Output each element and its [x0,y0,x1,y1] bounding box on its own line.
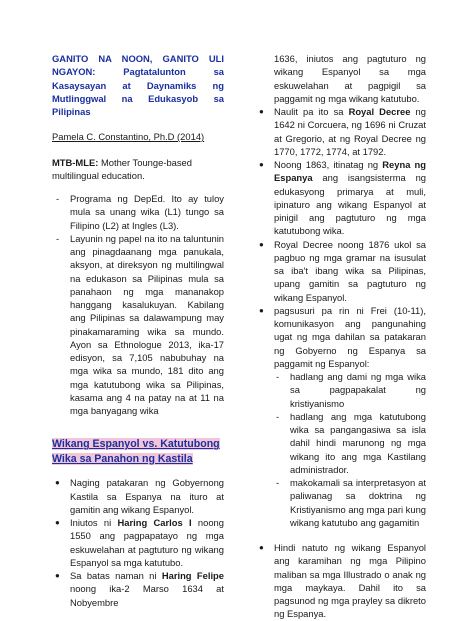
section-heading-wrap [52,437,224,466]
sub-item: - makokamali sa interpretasyon at paliwanag sa doktrina ng Kristiyanismo ang mga pari kung wikang katutubo ang gagamitin [256,476,426,529]
left-column [52,52,224,609]
continuation-text: 1636, iniutos ang pagtuturo ng wikang Espanyol sa mga eskuwelahan at pagpigil sa paggamit ng mga wikang katutubo. [274,53,426,104]
bullet-text: Noong 1863, itinatag ng [274,159,383,170]
sub-list [256,370,426,529]
bullet-list-right [256,52,426,621]
bullet-text: Sa batas naman ni [70,570,162,581]
bullet-item [52,516,224,569]
section-heading: Wikang Espanyol vs. Katutubong Wika sa Panahon ng Kastila [52,438,220,465]
bullet-text: Iniutos ni [70,517,118,528]
bullet-bold: Reyna ng Espanya [274,159,426,184]
bullet-bold: Royal Decree [348,106,411,117]
dash-item: - Programa ng DepEd. Ito ay tuloy mula sa unang wika (L1) tungo sa Filipino (L2) at Ingles (L3). [52,192,224,232]
bullet-text: ang isangsisterma ng edukasyong primarya at muli, ipinaturo ang wikang Espanyol at pinigil ang pagtuturo ng mga katutubong wika. [274,172,426,237]
bullet-bold: Haring Carlos I [117,517,192,528]
bullet-item [52,476,224,516]
bullet-item [256,304,426,529]
mtb-text: Mother Tounge-based multilingual education. [52,156,192,181]
mtb-label: MTB-MLE: [52,156,99,168]
document-title: GANITO NA NOON, GANITO ULI NGAYON: Pagtatalunton sa Kasaysayan at Daynamiks ng Mutlinggwal na Edukasyob sa Pilipinas [52,53,224,117]
bullet-text: Royal Decree noong 1876 ukol sa pagbuo ng mga gramar na isusulat sa iba't ibang wika sa Pilipinas, upang gamitin sa pagtuturo ng wikang Espanyol. [274,238,426,303]
bullet-text: Naulit pa ito sa [274,106,349,117]
bullet-text: noong ika-2 Marso 1634 at Nobyembre [70,583,224,608]
bullet-text: ng 1642 ni Corcuera, ng 1696 ni Cruzat at Gregorio, at ng Royal Decree ng 1770, 1772, 1774, at 1792. [274,106,426,157]
bullet-text: noong 1550 ang pagpapatayo ng mga eskuwelahan at pagtuturo ng wikang Espanyol sa mga katutubo. [70,517,224,568]
mtb-definition [52,156,224,183]
bullet-text: Naging patakaran ng Gobyernong Kastila sa Espanya na ituro at gamitin ang wikang Espanyol. [70,477,224,515]
bullet-item [256,158,426,238]
bullet-item [52,569,224,609]
bullet-item [256,105,426,158]
sub-item: - hadlang ang mga katutubong wika sa pangangasiwa sa isla dahil hindi marunong ng mga wikang ito ang mga Kastilang administrador. [256,410,426,476]
bullet-list-left [52,476,224,609]
bullet-text: pagsusuri pa rin ni Frei (10-11), komunikasyon ang pangunahing ugat ng mga dahilan sa patakaran ng Gobyerno ng Espanya sa paggamit ng Espanyol: [274,304,426,369]
author-line: Pamela C. Constantino, Ph.D (2014) [52,131,205,143]
right-column [256,52,426,621]
dash-list [52,192,224,417]
dash-item: - Layunin ng papel na ito na taluntunin ang pinagdaanang mga panukala, aksyon, at direksyon ng multilingwal na edukason sa Pilipinas mula sa panahaon ng mga mananakop hanggang kasalukuyan. Kabilang ang Pilipinas sa dalawampung may pinakamaraming wika sa mundo. Ayon sa Ethnologue 2013, ika-17 edisyon, sa 7,105 nabubuhay na mga wika sa mundo, 181 dito ang mga katutubong wika sa Pilipinas, kasama ang 4 na patay na at 11 na mga banyagang wika [52,232,224,418]
bullet-bold: Haring Felipe [161,570,224,581]
sub-item: - hadlang ang dami ng mga wika sa pagpapakalat ng kristiyanismo [256,370,426,410]
bullet-item [256,238,426,304]
bullet-item: ● Hindi natuto ng wikang Espanyol ang karamihan ng mga Pilipino maliban sa mga Illustrado o anak ng mga maykaya. Dahil ito sa pagsunod ng mga prayley sa dikreto ng Espanya. [256,541,426,621]
